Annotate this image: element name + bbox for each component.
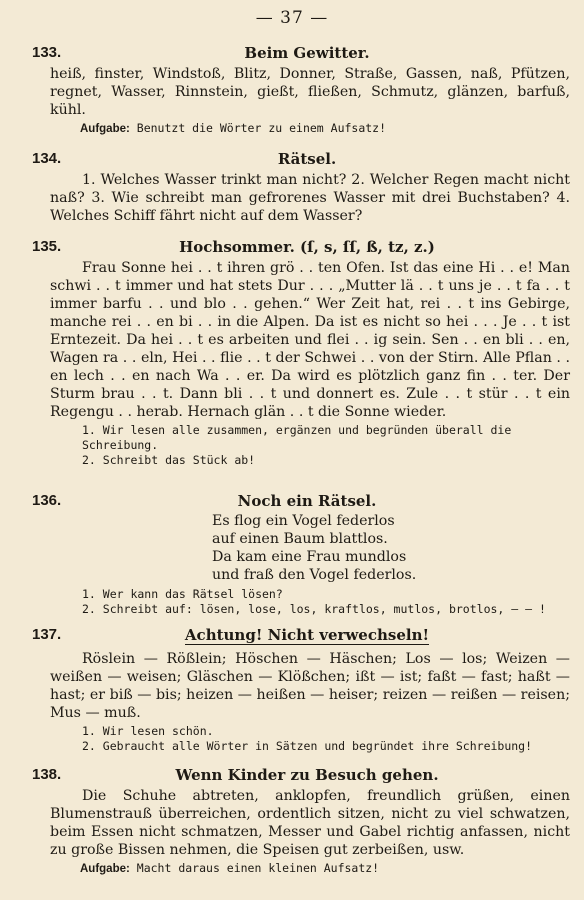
exercise-number: 136. xyxy=(32,492,62,509)
exercise-text: Die Schuhe abtreten, anklopfen, freundlich grüßen, einen Blumenstrauß überreichen, ordentlich sitzen, nicht zu viel schwatzen, beim Essen nicht schmatzen, Messer und Gabel richtig anfassen, nicht zu große Bissen nehmen, die Speisen gut zerbeißen, usw. xyxy=(50,788,570,858)
exercise-text: Frau Sonne hei . . t ihren grö . . ten Ofen. Ist das eine Hi . . e! Man schwi . . t immer und hat stets Dur . . . „Mutter lä . . t uns je . . t fa . . t immer barfu . . und blo . . gehen.“ Wer Zeit hat, rei . . t ins Gebirge, manche rei . . en bi . . in die Alpen. Da ist es nicht so hei . . . Je . . t ist Erntezeit. Da hei . . t es arbeiten und flei . . ig sein. Sen . . en bli . . en, Wagen ra . . eln, Hei . . flie . . t der Schwei . . von der Stirn. Alle Pflan . . en lech . . en nach Wa . . er. Da wird es plötzlich ganz fin . . ter. Der Sturm brau . . t. Dann bli . . t und donnert es. Zule . . t stür . . t ein Regengu . . herab. Hernach glän . . t die Sonne wieder. xyxy=(50,260,570,420)
note-1: 1. Wer kann das Rätsel lösen? xyxy=(82,587,283,601)
task-text: Benutzt die Wörter zu einem Aufsatz! xyxy=(136,121,387,135)
task-label: Aufgabe: xyxy=(80,123,130,135)
exercise-text: heiß, finster, Windstoß, Blitz, Donner, Straße, Gassen, naß, Pfützen, regnet, Wasser, Rinnstein, gießt, fließen, Schmutz, glänzen, barfuß, kühl. xyxy=(50,66,570,118)
exercise-number: 135. xyxy=(32,238,62,255)
task-text: Macht daraus einen kleinen Aufsatz! xyxy=(136,861,380,875)
exercise-135 xyxy=(0,238,584,468)
exercise-title: Rätsel. xyxy=(277,150,337,168)
exercise-number: 134. xyxy=(32,150,62,167)
exercise-text: 1. Welches Wasser trinkt man nicht? 2. Welcher Regen macht nicht naß? 3. Wie schreibt man gefrorenes Wasser mit drei Buchstaben? 4. Welches Schiff fährt nicht auf dem Wasser? xyxy=(50,172,570,224)
task-line xyxy=(80,121,568,137)
poem-line-2: auf einen Baum blattlos. xyxy=(212,531,388,547)
exercise-138 xyxy=(0,766,584,877)
exercise-title: Noch ein Rätsel. xyxy=(237,492,377,510)
task-line xyxy=(80,861,568,877)
exercise-133 xyxy=(0,44,584,137)
exercise-title: Hochsommer. (ſ, s, ſſ, ß, tz, z.) xyxy=(179,238,435,256)
exercise-136 xyxy=(0,492,584,617)
exercise-134 xyxy=(0,150,584,225)
exercise-title-text: Achtung! Nicht verwechseln! xyxy=(184,626,430,644)
exercise-title: Beim Gewitter. xyxy=(244,44,370,62)
exercise-title: Wenn Kinder zu Besuch gehen. xyxy=(175,766,439,784)
note-2: 2. Gebraucht alle Wörter in Sätzen und begründet ihre Schreibung! xyxy=(82,739,533,753)
page-number: — 37 — xyxy=(255,8,329,28)
task-label: Aufgabe: xyxy=(80,863,130,875)
note-2: 2. Schreibt das Stück ab! xyxy=(82,453,256,467)
note-2: 2. Schreibt auf: lösen, lose, los, kraftlos, mutlos, brotlos, — — ! xyxy=(82,602,546,616)
note-1: 1. Wir lesen schön. xyxy=(82,724,214,738)
exercise-title xyxy=(30,626,584,644)
exercise-number: 138. xyxy=(32,766,62,783)
exercise-text: Röslein — Rößlein; Höschen — Häschen; Los — los; Weizen — weißen — weisen; Gläschen — Klößchen; ißt — ist; faßt — fast; haßt — hast; er biß — bis; heizen — heißen — heiser; reizen — reißen — reisen; Mus — muß. xyxy=(50,651,570,721)
exercise-number: 133. xyxy=(32,44,62,61)
exercise-137 xyxy=(0,626,584,754)
poem-line-4: und fraß den Vogel federlos. xyxy=(212,567,417,583)
poem-line-1: Es flog ein Vogel federlos xyxy=(212,513,395,529)
note-1: 1. Wir lesen alle zusammen, ergänzen und begründen überall die Schreibung. xyxy=(82,423,512,452)
exercise-number: 137. xyxy=(32,626,62,643)
poem-line-3: Da kam eine Frau mundlos xyxy=(212,549,407,565)
